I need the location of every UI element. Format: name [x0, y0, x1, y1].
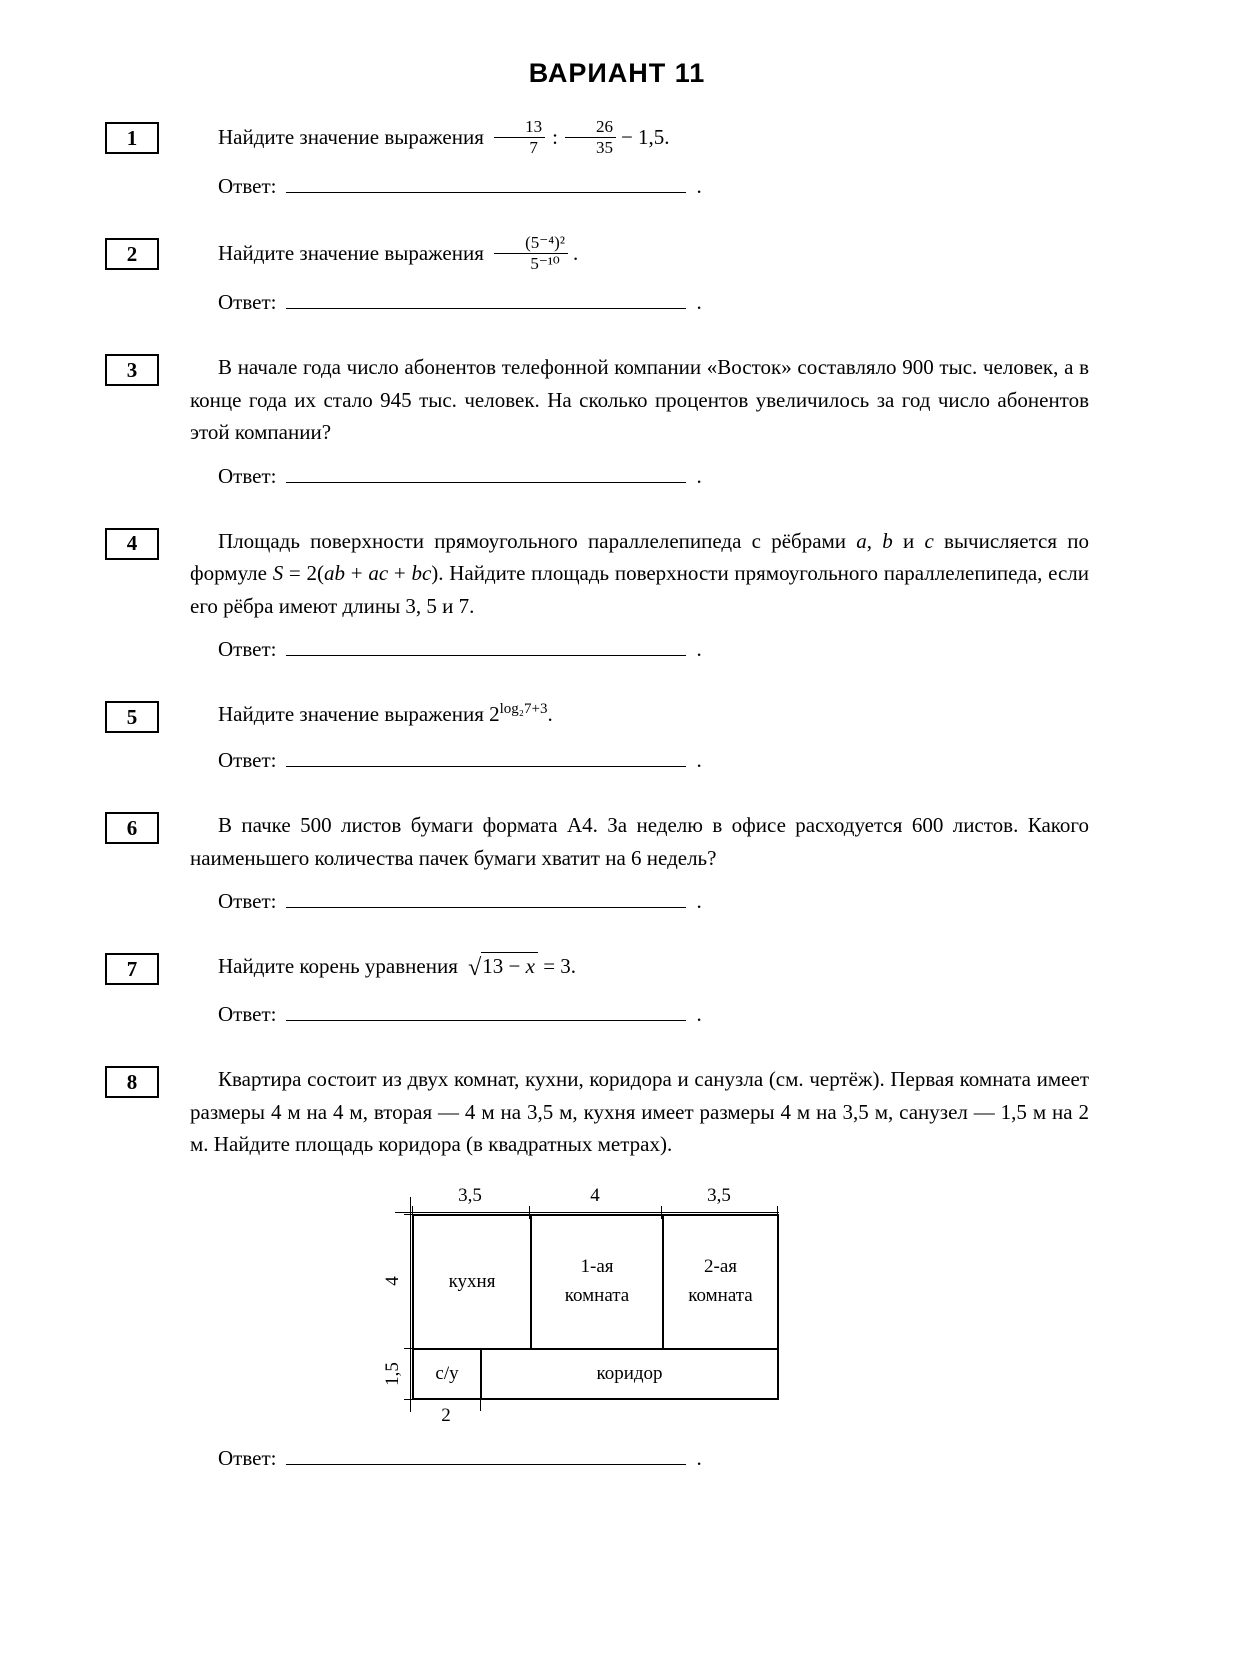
problem-1-prefix: Найдите значение выражения	[218, 124, 484, 149]
problem-4-number: 4	[105, 528, 159, 560]
problem-7-number: 7	[105, 953, 159, 985]
problem-3-number: 3	[105, 354, 159, 386]
answer-blank	[286, 462, 686, 483]
variable-S: S	[272, 561, 284, 586]
answer-period: .	[696, 748, 702, 773]
answer-period: .	[696, 637, 702, 662]
problem-5	[105, 698, 1089, 733]
room-corridor: коридор	[596, 1362, 663, 1384]
answer-label: Ответ:	[218, 1002, 277, 1027]
answer-label: Ответ:	[218, 889, 277, 914]
answer-label: Ответ:	[218, 174, 277, 199]
variable-x: x	[525, 954, 535, 979]
apartment-plan	[412, 1214, 779, 1400]
variable-a: a	[856, 528, 867, 553]
radicand: 13 − x	[481, 952, 538, 978]
problem-1	[105, 119, 1089, 159]
problem-8	[105, 1063, 1089, 1161]
problem-1-text	[190, 119, 1089, 159]
answer-blank	[286, 635, 686, 656]
answer-row-7	[218, 1000, 1089, 1027]
problem-6-text: В пачке 500 листов бумаги формата А4. За неделю в офисе расходуется 600 листов. Какого наименьшего количества пачек бумаги хватит на 6 недель?	[190, 813, 1089, 870]
answer-label: Ответ:	[218, 290, 277, 315]
answer-blank	[286, 746, 686, 767]
room-kitchen: кухня	[448, 1270, 496, 1292]
answer-row-2	[218, 288, 1089, 315]
term-bc: bc	[411, 561, 432, 586]
problem-2-number: 2	[105, 238, 159, 270]
power-expression: $2^{log_27+3}$	[489, 701, 548, 727]
problem-6	[105, 809, 1089, 874]
problem-2-suffix: .	[572, 240, 579, 265]
problem-1-number: 1	[105, 122, 159, 154]
dim-label-top-room2: 3,5	[707, 1184, 731, 1206]
answer-period: .	[696, 463, 702, 488]
radical-sign: √	[468, 955, 482, 982]
dim-label-top-room1: 4	[590, 1184, 600, 1206]
floor-plan-diagram	[377, 1179, 817, 1431]
problem-7-text	[190, 950, 1089, 987]
problem-7-suffix: = 3.	[543, 954, 577, 979]
problem-2	[105, 235, 1089, 275]
fraction-powers-of-5: $\frac{\text{(5⁻⁴)²}}{\text{5⁻¹⁰}}$	[494, 233, 568, 273]
room-first: 1-ая комната	[564, 1256, 630, 1306]
answer-blank	[286, 1000, 686, 1021]
answer-blank	[286, 172, 686, 193]
fraction-13-7: $\frac{13}{7}$	[494, 117, 545, 157]
term-ab: ab	[324, 561, 345, 586]
problem-5-prefix: Найдите значение выражения	[218, 702, 484, 727]
problem-2-prefix: Найдите значение выражения	[218, 240, 484, 265]
problem-5-suffix: .	[547, 702, 553, 727]
problem-7-prefix: Найдите корень уравнения	[218, 954, 458, 979]
problem-4	[105, 525, 1089, 623]
answer-period: .	[696, 290, 702, 315]
answer-period: .	[696, 889, 702, 914]
problem-4-text: Площадь поверхности прямоугольного параллелепипеда с рёбрами a, b и c вычисляется по формуле S = 2(ab + ac + bc). Найдите площадь поверхности прямоугольного параллелепипеда, если его рёбра имеют длины 3, 5 и 7.	[190, 528, 1090, 618]
answer-row-1	[218, 172, 1089, 199]
answer-row-3	[218, 462, 1089, 489]
answer-label: Ответ:	[218, 748, 277, 773]
sqrt-expression	[468, 954, 538, 982]
page-title: ВАРИАНТ 11	[528, 58, 706, 88]
problem-7	[105, 950, 1089, 987]
answer-period: .	[696, 1445, 702, 1470]
term-ac: ac	[368, 561, 389, 586]
answer-row-6	[218, 887, 1089, 914]
problem-3-text: В начале года число абонентов телефонной компании «Восток» составляло 900 тыс. человек, а в конце года их стало 945 тыс. человек. На сколько процентов увеличилось за год число абонентов этой компании?	[190, 355, 1089, 445]
answer-label: Ответ:	[218, 463, 277, 488]
problem-8-number: 8	[105, 1066, 159, 1098]
dim-label-top-kitchen: 3,5	[458, 1184, 482, 1206]
variable-b: b	[882, 528, 893, 553]
problem-1-suffix: − 1,5.	[620, 124, 670, 149]
room-second: 2-ая комната	[688, 1256, 753, 1306]
division-sign: :	[552, 124, 558, 149]
dim-label-bottom-2: 2	[441, 1404, 451, 1426]
answer-period: .	[696, 1002, 702, 1027]
room-bathroom: с/у	[435, 1362, 459, 1384]
variable-c: c	[924, 528, 934, 553]
problem-2-text	[190, 235, 1089, 275]
problem-6-number: 6	[105, 812, 159, 844]
problem-3	[105, 351, 1089, 449]
answer-row-8	[218, 1444, 1089, 1471]
dim-label-left-1-5: 1,5	[382, 1362, 403, 1386]
answer-period: .	[696, 174, 702, 199]
answer-label: Ответ:	[218, 1445, 277, 1470]
problem-5-text	[190, 698, 1089, 731]
dim-label-left-4: 4	[382, 1276, 403, 1286]
answer-blank	[286, 288, 686, 309]
answer-blank	[286, 887, 686, 908]
answer-row-4	[218, 635, 1089, 662]
problem-5-number: 5	[105, 701, 159, 733]
answer-row-5	[218, 746, 1089, 773]
answer-label: Ответ:	[218, 637, 277, 662]
answer-blank	[286, 1444, 686, 1465]
problem-8-text: Квартира состоит из двух комнат, кухни, коридора и санузла (см. чертёж). Первая комната имеет размеры 4 м на 4 м, вторая — 4 м на 3,5 м, кухня имеет размеры 4 м на 3,5 м, санузел — 1,5 м на 2 м. Найдите площадь коридора (в квадратных метрах).	[190, 1067, 1089, 1157]
exponent: log₂7+3	[499, 701, 548, 718]
fraction-26-35: $\frac{26}{35}$	[565, 117, 616, 157]
